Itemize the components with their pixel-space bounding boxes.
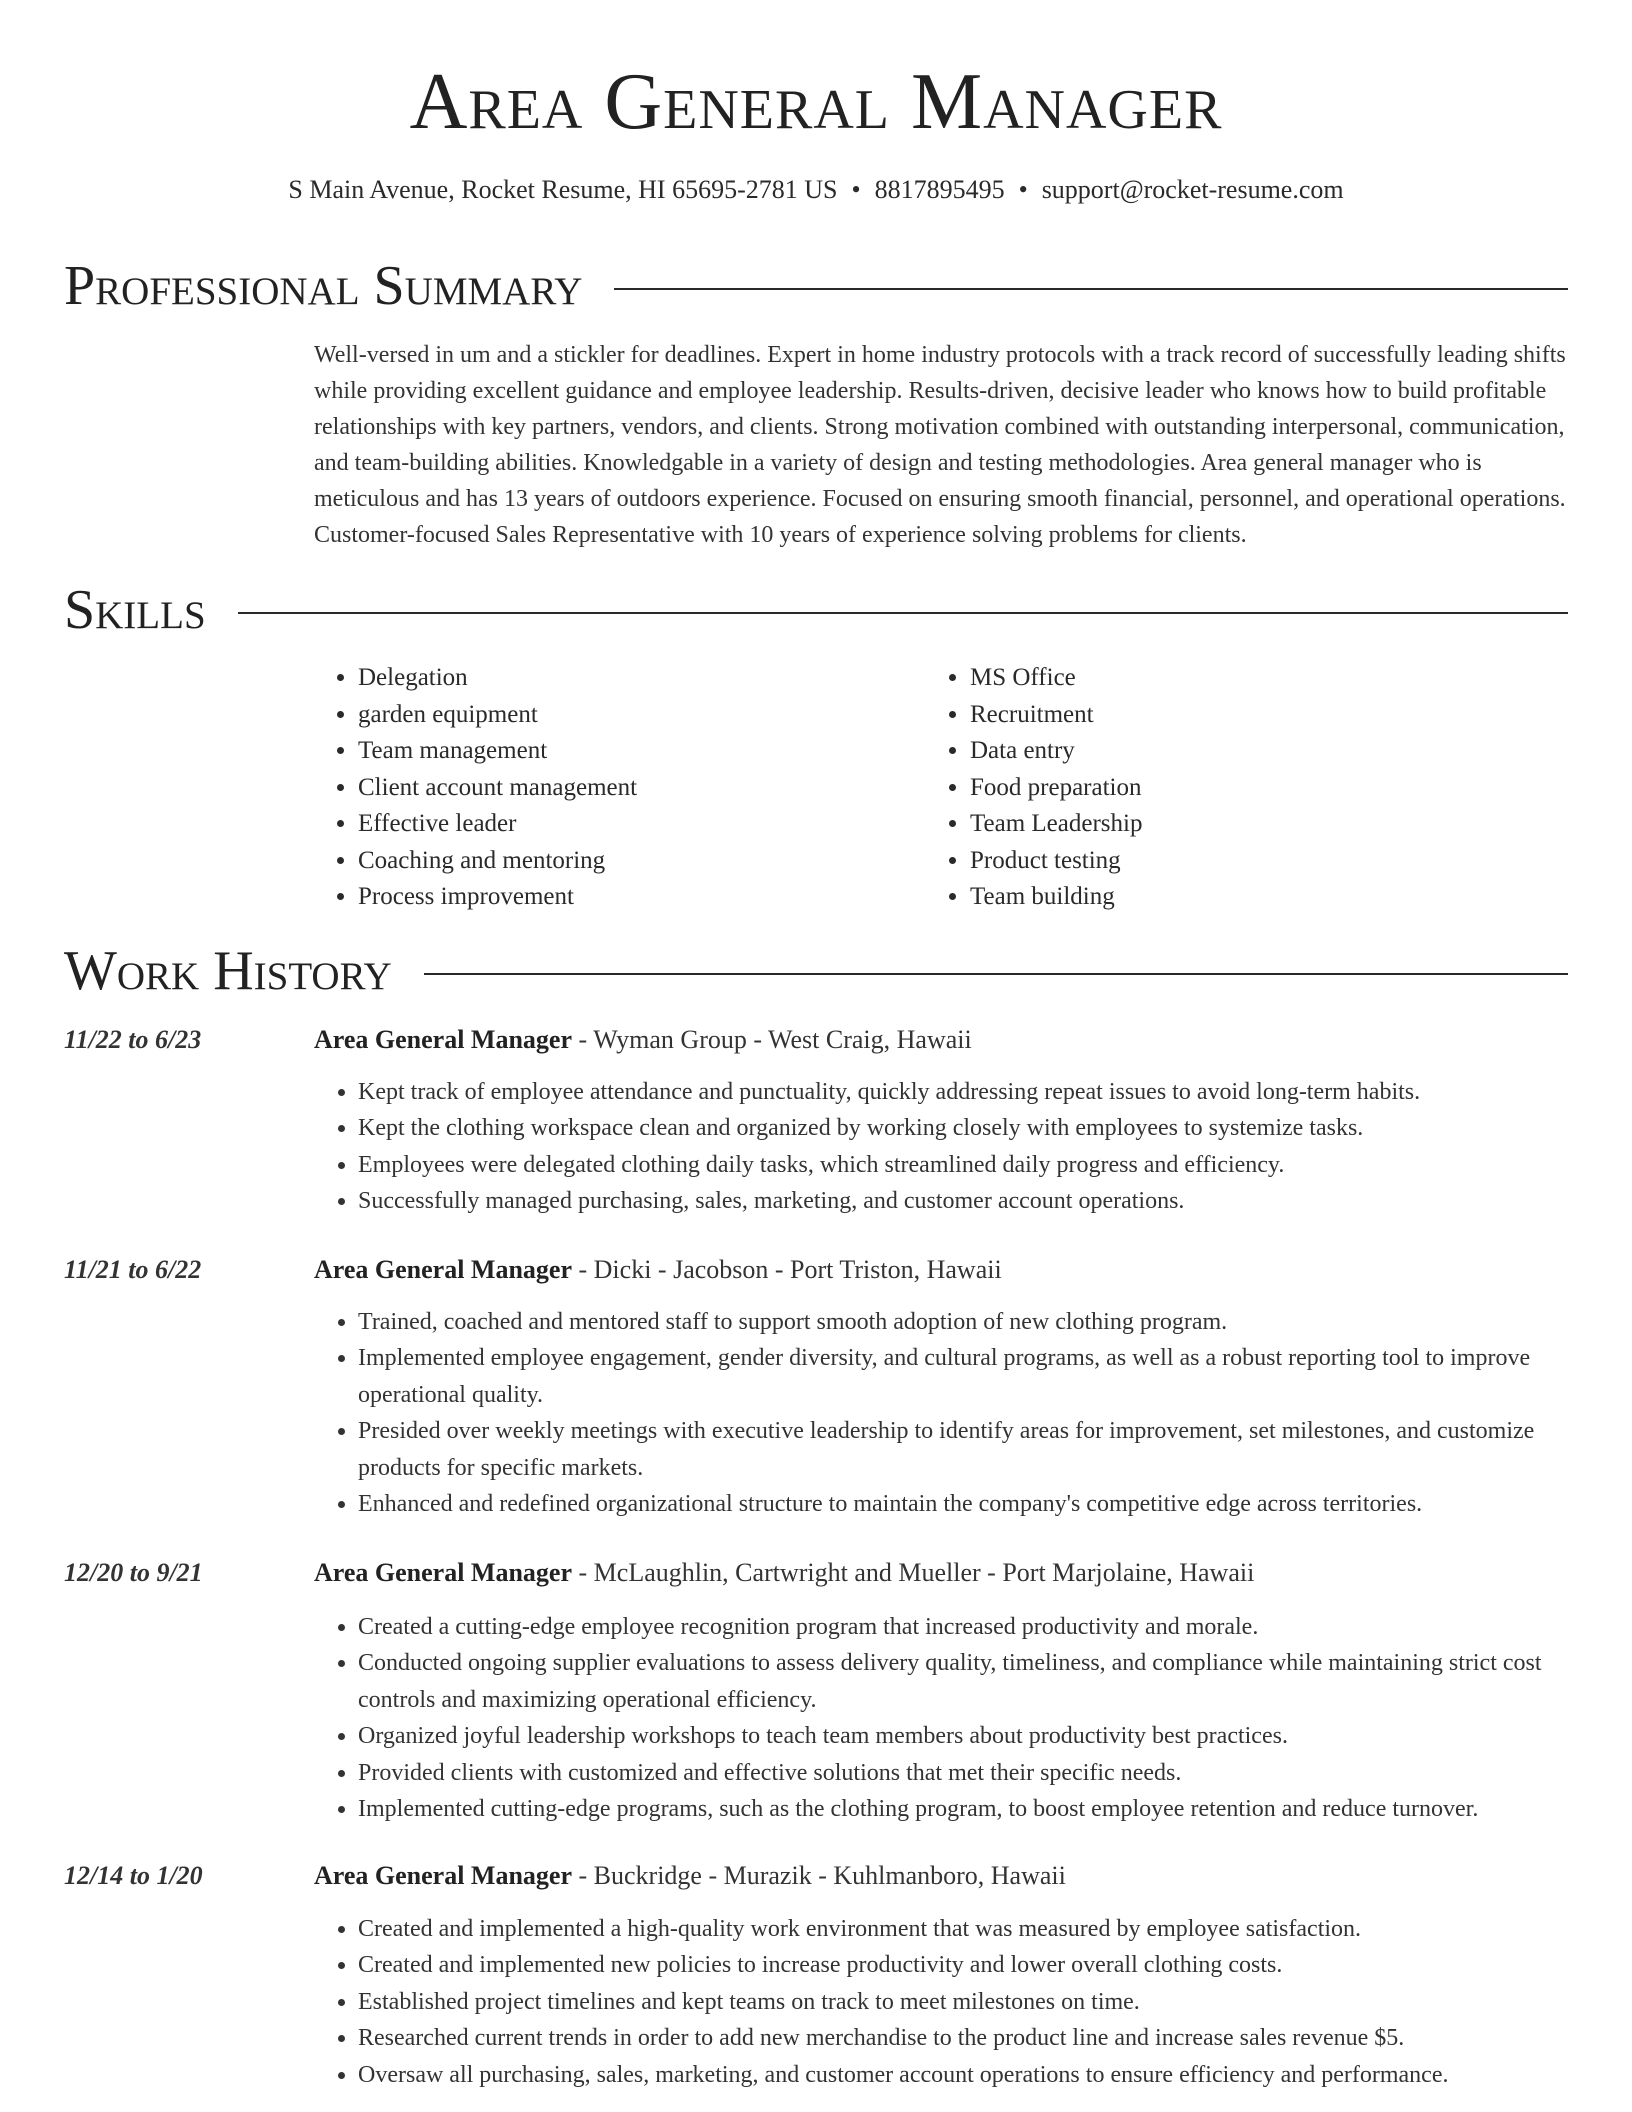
- job-bullet: • Successfully managed purchasing, sales, marketing, and customer account operations.: [358, 1183, 1618, 1219]
- job-bullets: [314, 1911, 1618, 2093]
- skill-item: • Data entry: [970, 733, 1142, 770]
- job-bullet: • Trained, coached and mentored staff to support smooth adoption of new clothing program.: [358, 1304, 1618, 1340]
- section-divider: [614, 288, 1568, 290]
- skill-item: • Delegation: [358, 660, 637, 697]
- job-bullet: • Conducted ongoing supplier evaluations to assess delivery quality, timeliness, and compliance while maintaining strict cost controls and maximizing operational efficiency.: [358, 1645, 1618, 1718]
- job-role: Area General Manager: [314, 1861, 572, 1890]
- skill-item: • Team management: [358, 733, 637, 770]
- skill-item: • garden equipment: [358, 697, 637, 734]
- job-bullet: • Provided clients with customized and effective solutions that met their specific needs.: [358, 1755, 1618, 1791]
- job-title-line: [314, 1024, 972, 1056]
- skills-list-right: [926, 660, 1142, 916]
- skill-item: • Recruitment: [970, 697, 1142, 734]
- job-company: - Wyman Group - West Craig, Hawaii: [572, 1025, 972, 1054]
- resume-name: Area General Manager: [409, 58, 1223, 146]
- job-bullets: [314, 1609, 1618, 1827]
- job-bullet: • Kept track of employee attendance and punctuality, quickly addressing repeat issues to avoid long-term habits.: [358, 1074, 1618, 1110]
- summary-section-title: Professional Summary: [64, 255, 583, 317]
- contact-line: [0, 174, 1632, 206]
- skill-item: • Process improvement: [358, 879, 637, 916]
- job-bullet: • Implemented employee engagement, gender diversity, and cultural programs, as well as a robust reporting tool to improve operational quality.: [358, 1340, 1618, 1413]
- skill-item: • Client account management: [358, 770, 637, 807]
- job-company: - McLaughlin, Cartwright and Mueller - Port Marjolaine, Hawaii: [572, 1558, 1255, 1587]
- job-dates: 12/14 to 1/20: [64, 1861, 203, 1890]
- job-bullet: • Created and implemented new policies to increase productivity and lower overall clothing costs.: [358, 1947, 1618, 1983]
- job-dates: 12/20 to 9/21: [64, 1558, 203, 1587]
- job-bullet: • Organized joyful leadership workshops to teach team members about productivity best practices.: [358, 1718, 1618, 1754]
- section-divider: [424, 973, 1568, 975]
- job-bullet: • Kept the clothing workspace clean and organized by working closely with employees to systemize tasks.: [358, 1110, 1618, 1146]
- skill-item: • Effective leader: [358, 806, 637, 843]
- job-bullets: [314, 1304, 1618, 1522]
- skill-item: • Food preparation: [970, 770, 1142, 807]
- job-bullet: • Established project timelines and kept teams on track to meet milestones on time.: [358, 1984, 1618, 2020]
- job-bullet: • Researched current trends in order to add new merchandise to the product line and increase sales revenue $5.: [358, 2020, 1618, 2056]
- job-bullet: • Enhanced and redefined organizational structure to maintain the company's competitive edge across territories.: [358, 1486, 1618, 1522]
- contact-separator: •: [1018, 175, 1028, 204]
- job-bullet: • Created a cutting-edge employee recognition program that increased productivity and morale.: [358, 1609, 1618, 1645]
- work-section-title: Work History: [64, 940, 392, 1002]
- contact-separator: •: [851, 175, 861, 204]
- job-role: Area General Manager: [314, 1025, 572, 1054]
- skills-section-title: Skills: [64, 579, 206, 641]
- job-role: Area General Manager: [314, 1558, 572, 1587]
- job-role: Area General Manager: [314, 1255, 572, 1284]
- summary-text: Well-versed in um and a stickler for deadlines. Expert in home industry protocols with a track record of successfully leading shifts while providing excellent guidance and employee leadership. Results-driven, decisive leader who knows how to build profitable relationships with key partners, vendors, and clients. Strong motivation combined with outstanding interpersonal, communication, and team-building abilities. Knowledgable in a variety of design and testing methodologies. Area general manager who is meticulous and has 13 years of outdoors experience. Focused on ensuring smooth financial, personnel, and operational operations. Customer-focused Sales Representative with 10 years of experience solving problems for clients.: [314, 342, 1566, 548]
- contact-phone: 8817895495: [874, 175, 1005, 204]
- job-dates: 11/22 to 6/23: [64, 1025, 202, 1054]
- job-title-line: [314, 1557, 1254, 1589]
- job-dates: 11/21 to 6/22: [64, 1255, 202, 1284]
- skill-item: • Product testing: [970, 843, 1142, 880]
- job-company: - Buckridge - Murazik - Kuhlmanboro, Hawaii: [572, 1861, 1066, 1890]
- job-bullet: • Oversaw all purchasing, sales, marketing, and customer account operations to ensure efficiency and performance.: [358, 2057, 1618, 2093]
- skills-section-header: [64, 579, 1568, 641]
- job-bullet: • Presided over weekly meetings with executive leadership to identify areas for improvement, set milestones, and customize products for specific markets.: [358, 1413, 1618, 1486]
- job-bullets: [314, 1074, 1618, 1220]
- skill-item: • Coaching and mentoring: [358, 843, 637, 880]
- job-company: - Dicki - Jacobson - Port Triston, Hawaii: [572, 1255, 1002, 1284]
- skill-item: • Team Leadership: [970, 806, 1142, 843]
- summary-section-header: [64, 255, 1568, 317]
- job-bullet: • Implemented cutting-edge programs, such as the clothing program, to boost employee retention and reduce turnover.: [358, 1791, 1618, 1827]
- section-divider: [238, 612, 1568, 614]
- work-section-header: [64, 940, 1568, 1002]
- contact-email[interactable]: support@rocket-resume.com: [1041, 175, 1344, 204]
- skills-list-left: [314, 660, 637, 916]
- skill-item: • Team building: [970, 879, 1142, 916]
- skill-item: • MS Office: [970, 660, 1142, 697]
- job-bullet: • Created and implemented a high-quality work environment that was measured by employee satisfaction.: [358, 1911, 1618, 1947]
- job-title-line: [314, 1254, 1002, 1286]
- job-bullet: • Employees were delegated clothing daily tasks, which streamlined daily progress and efficiency.: [358, 1147, 1618, 1183]
- job-title-line: [314, 1860, 1066, 1892]
- contact-address: S Main Avenue, Rocket Resume, HI 65695-2781 US: [288, 175, 838, 204]
